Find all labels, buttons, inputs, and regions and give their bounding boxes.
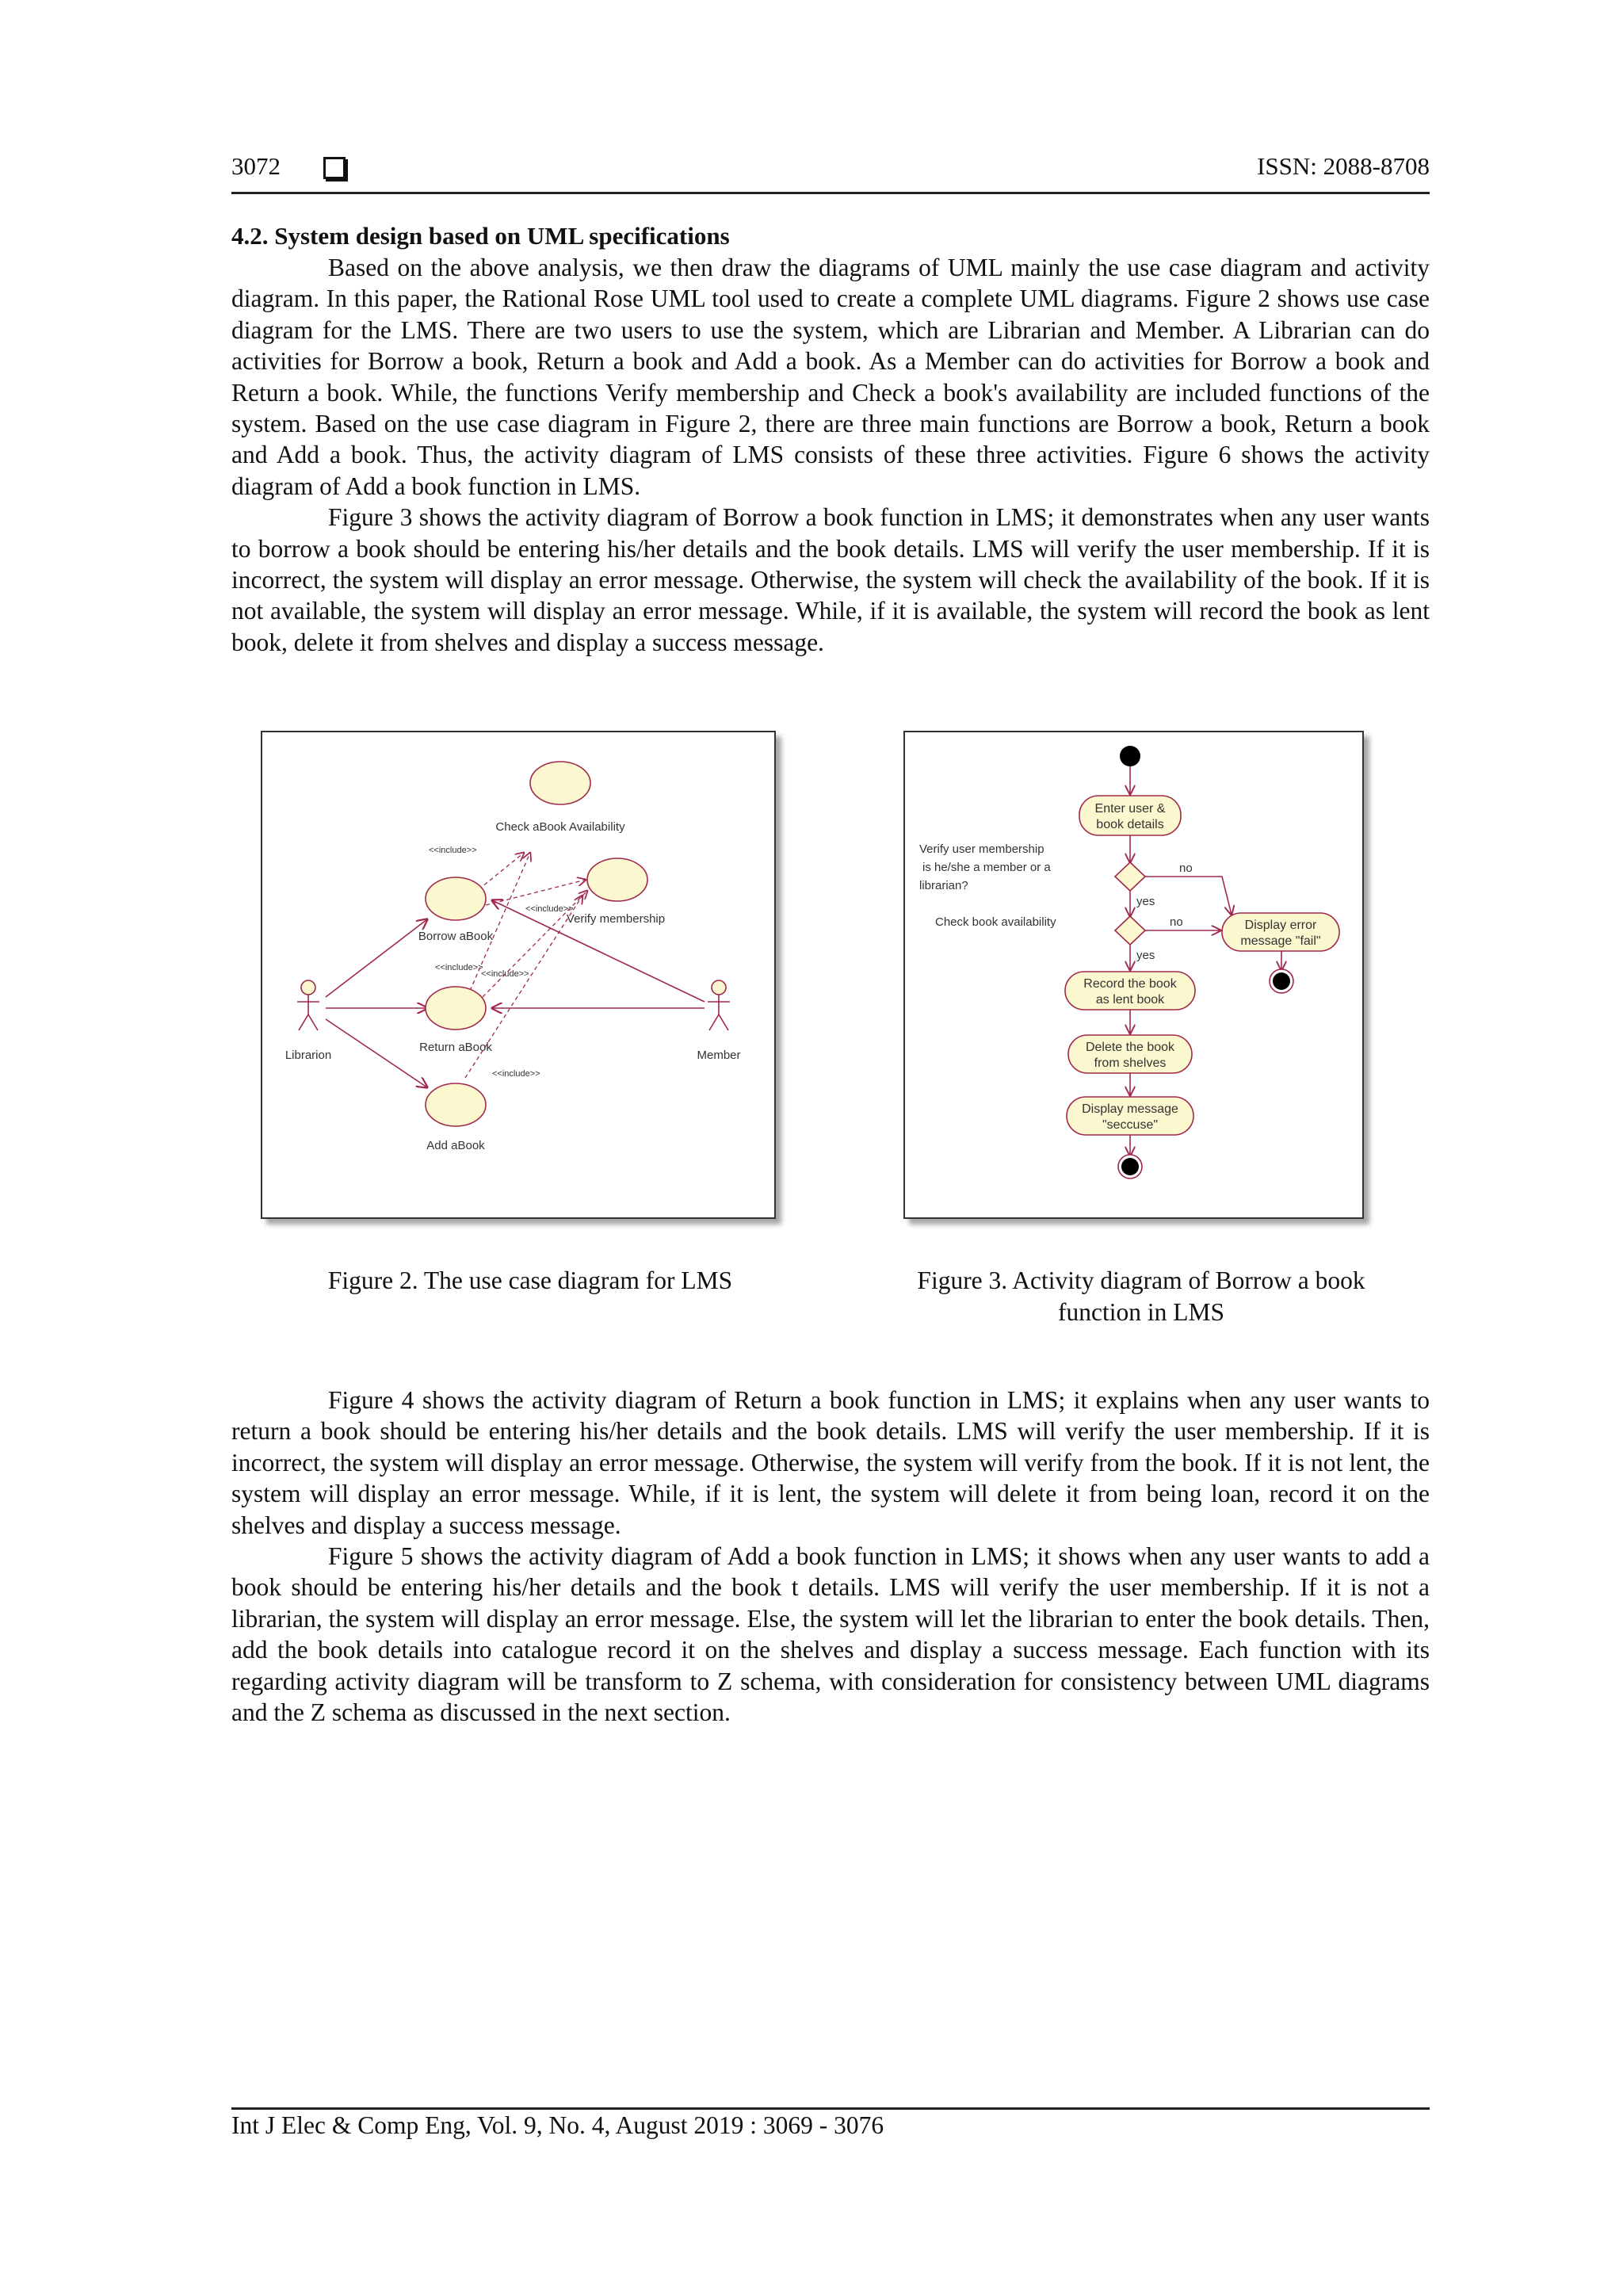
square-bullet-icon [323,157,346,179]
body-text-top [231,252,1430,658]
use-case-verify-ellipse [587,858,647,901]
guard-no: no [1170,915,1183,929]
activity-text: Delete the book [1085,1041,1175,1054]
section-heading [231,220,1430,252]
final-node-core-icon [1121,1158,1139,1175]
include-label: <<include>> [525,904,574,914]
use-case-check-ellipse [530,762,590,804]
note-text: Check book availability [935,915,1056,929]
initial-node-icon [1120,746,1140,766]
actor-member-label: Member [697,1049,741,1062]
include-label: <<include>> [435,963,483,972]
include-label: <<include>> [481,969,529,979]
paragraph: Figure 3 shows the activity diagram of Borrow a book function in LMS; it demonstrates when any user wants to borrow a book should be entering his/her details and the book details. LMS will verify the user membership. If it is incorrect, the system will display an error message. Otherwise, the system will check the availability of the book. If it is not available, the system will display an error message. While, if it is available, the system will record the book as lent book, delete it from shelves and display a success message. [231,503,1430,656]
include-label: <<include>> [492,1069,540,1079]
decision-diamond [1115,916,1145,945]
issn: ISSN: 2088-8708 [1257,152,1430,180]
activity-text: from shelves [1094,1056,1167,1070]
use-case-verify-label: Verify membership [566,912,666,926]
include-label: <<include>> [429,846,477,855]
guard-no: no [1179,861,1193,875]
use-case-return-label: Return aBook [419,1041,492,1054]
note-text: librarian? [919,879,968,892]
actor-librarian-label: Librarion [285,1049,332,1062]
note-text: Verify user membership [919,842,1044,856]
use-case-borrow-label: Borrow aBook [418,930,494,943]
final-node-core-icon [1273,972,1290,990]
activity-text: Display error [1244,919,1317,932]
librarian-actor-icon [297,980,319,1030]
decision-diamond [1115,862,1145,891]
activity-text: "seccuse" [1102,1118,1159,1132]
section-title: 4.2. System design based on UML specifications [231,222,730,250]
figure-activity-diagram [903,731,1364,1219]
activity-diagram-svg [905,732,1362,1217]
activity-text: Enter user & [1094,802,1166,816]
caption-line: function in LMS [1058,1298,1224,1326]
use-case-borrow-ellipse [426,877,486,920]
caption-line: Figure 3. Activity diagram of Borrow a book [917,1266,1365,1294]
figure2-caption: Figure 2. The use case diagram for LMS [327,1266,733,1294]
note-text: is he/she a member or a [922,861,1051,874]
paragraph: Based on the above analysis, we then draw the diagrams of UML mainly the use case diagram and activity diagram. In this paper, the Rational Rose UML tool used to create a complete UML diagrams. Figure 2 shows use case diagram for the LMS. There are two users to use the system, which are Librarian and Member. A Librarian can do activities for Borrow a book, Return a book and Add a book. As a Member can do activities for Borrow a book and Return a book. While, the functions Verify membership and Check a book's availability are included functions of the system. Based on the use case diagram in Figure 2, there are three main functions are Borrow a book, Return a book and Add a book. Thus, the activity diagram of LMS consists of these three activities. Figure 6 shows the activity diagram of Add a book function in LMS. [231,254,1430,500]
guard-yes: yes [1136,895,1155,908]
paragraph: Figure 5 shows the activity diagram of Add a book function in LMS; it shows when any user wants to add a book should be entering his/her details and the book t details. LMS will verify the user membership. If it is not a librarian, the system will display an error message. Else, the system will let the librarian to enter the book details. Then, add the book details into catalogue record it on the shelves and display a success message. Each function with its regarding activity diagram will be transform to Z schema, with consideration for consistency between UML diagrams and the Z schema as discussed in the next section. [231,1542,1430,1727]
use-case-add-ellipse [426,1083,486,1126]
footer-citation: Int J Elec & Comp Eng, Vol. 9, No. 4, August 2019 : 3069 - 3076 [231,2111,884,2139]
page-number: 3072 [231,152,281,180]
activity-text: book details [1096,818,1164,831]
figure-use-case-diagram [261,731,776,1219]
guard-yes: yes [1136,949,1155,962]
page-header [231,152,1430,197]
use-case-diagram-svg [262,732,774,1217]
figure3-caption [856,1265,1426,1328]
activity-text: as lent book [1095,993,1165,1007]
member-actor-icon [708,980,730,1030]
use-case-return-ellipse [426,987,486,1030]
use-case-add-label: Add aBook [426,1139,485,1152]
use-case-check-label: Check aBook Availability [495,820,625,834]
header-rule [231,192,1430,194]
activity-text: message "fail" [1240,934,1321,948]
activity-text: Display message [1082,1102,1178,1116]
activity-text: Record the book [1083,977,1177,991]
body-text-bottom [231,1385,1430,1728]
paragraph: Figure 4 shows the activity diagram of Return a book function in LMS; it explains when any user wants to return a book should be entering his/her details and the book details. LMS will verify the user membership. If it is incorrect, the system will display an error message. Otherwise, the system will verify from the book. If it is not lent, the system will display an error message. While, if it is lent, the system will delete it from being loan, record it on the shelves and display a success message. [231,1386,1430,1539]
